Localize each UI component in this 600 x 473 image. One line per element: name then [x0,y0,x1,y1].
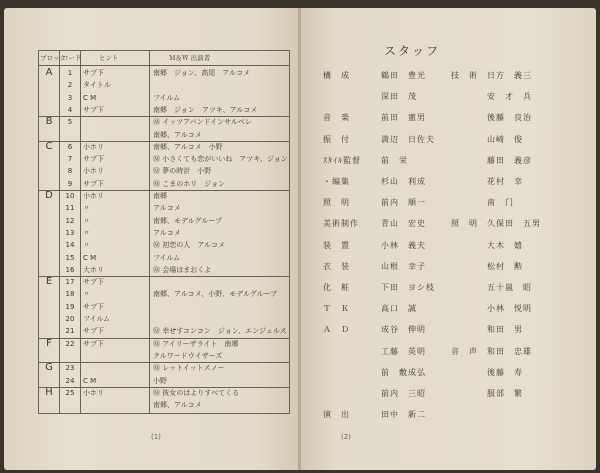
cell-mx: 小野 [153,376,167,385]
block-divider [39,338,289,339]
staff-name: 後藤 良治 [487,113,532,123]
cell-shot: サブ下 [83,179,104,188]
staff-name: 小林 悦明 [487,304,532,314]
cell-shot: 〃 [83,216,90,225]
staff-role: 装 置 [323,240,350,250]
staff-name: 松村 勲 [487,261,523,271]
staff-name: 藤田 義彦 [487,155,532,165]
cell-block: A [45,67,53,78]
cell-cut: 13 [65,228,75,237]
staff-name: 和田 忠雄 [487,346,532,356]
staff-name: 大木 嬉 [487,240,523,250]
cell-shot: 小ホリ [83,192,104,200]
block-divider [39,276,289,277]
cell-mx: Ⓜ 夢の時計 小野 [153,167,212,176]
cell-mx: Ⓜ イッツアバンドインサルベレ [153,118,252,127]
cell-shot: サブ下 [83,105,104,114]
cell-cut: 7 [67,155,73,164]
cell-mx: 南郷、アルコメ 小野 [153,142,223,151]
table-divider [149,51,150,413]
cell-cut: 23 [65,364,75,373]
cell-block: H [45,386,53,398]
cell-mx: 南郷、アルコメ [153,130,202,139]
cell-mx: アルコメ [153,228,181,237]
cell-mx: クルワードウイザーズ [153,351,223,360]
cell-block: G [45,362,53,374]
cell-shot: 小ホリ [83,388,104,397]
header-shot: ヒント [99,54,119,62]
block-divider [39,190,289,191]
cell-mx: 南郷 ジョン アツキ、アルコメ [153,105,258,114]
page-number: (2) [341,433,351,441]
cell-mx: Ⓜ アイリーザライト 南郷 [153,339,239,348]
cell-block: E [45,276,53,288]
staff-name: 前内 順一 [381,198,426,208]
table-divider [80,51,81,413]
cell-mx: 南郷、モデルグループ [153,216,222,225]
staff-role: 衣 装 [323,261,350,271]
cell-shot: 小ホリ [83,142,104,151]
staff-name: 深田 茂 [381,92,417,102]
staff-name: 花村 幸 [487,177,523,186]
staff-role: 演 出 [323,410,350,420]
staff-name: 満辺 日佐夫 [381,134,435,144]
staff-title: スタッフ [384,44,441,58]
staff-role: 振 付 [323,134,350,144]
cell-cut: 17 [65,278,75,287]
staff-name: 小林 義夫 [381,240,426,250]
cell-mx: Ⓜ 幸せすコンコン ジョン、エンジェルス [153,327,287,336]
staff-name: 久保田 五男 [487,219,541,229]
staff-name: 下田 ヨシ枝 [381,283,435,292]
left-page [4,8,300,470]
cell-cut: 14 [65,241,75,250]
header-mx: Ｍ＆Ｗ 出演者 [169,54,211,62]
cell-block: F [46,337,52,349]
staff-name: 山根 幸子 [381,261,426,271]
cell-mx: Ⓜ 彼女のはよりすべてくる [153,388,240,397]
staff-role: 技 術 [451,71,478,80]
cell-cut: 5 [67,118,73,127]
cell-shot: サブ下 [83,339,104,348]
staff-role: ｽﾀｲﾙ監督 [323,155,361,165]
staff-name: 鶴田 豊光 [381,71,426,80]
cell-cut: 12 [65,216,75,225]
cell-cut: 20 [65,315,75,323]
page-number: (1) [151,433,161,441]
cell-mx: Ⓜ こまのホリ ジョン [153,179,226,188]
cell-cut: 15 [65,253,75,262]
cell-mx: フイルム [153,93,181,102]
staff-role: Ａ Ｄ [323,325,350,335]
cell-shot: C M [83,376,97,385]
cell-cut: 21 [65,327,75,336]
staff-role: 音 楽 [323,113,350,123]
staff-role: 美術制作 [323,219,359,229]
cell-shot: 〃 [83,204,90,213]
cell-cut: 24 [65,376,75,385]
staff-role: 照 明 [323,198,350,208]
cell-cut: 9 [67,179,73,188]
cell-cut: 4 [67,105,73,114]
cell-shot: サブ下 [83,278,104,287]
cell-mx: Ⓜ 初恋の人 アルコメ [153,241,225,250]
staff-name: 日方 義三 [487,71,532,80]
cell-mx: 南郷、アルコメ [153,401,202,410]
staff-name: 成谷 伸明 [381,325,426,335]
cell-cut: 16 [65,265,75,274]
cell-cut: 11 [65,204,75,213]
cell-cut: 1 [67,69,73,77]
right-page [301,8,596,470]
staff-role: Ｔ Ｋ [323,304,350,314]
cell-mx: Ⓜ 小さくても恋がいいね アツキ、ジョン [153,155,288,164]
staff-name: 五十嵐 昭 [487,283,532,292]
staff-name: 山崎 俊 [487,134,523,144]
cell-cut: 22 [65,339,75,348]
cell-cut: 25 [65,388,75,397]
cell-cut: 8 [67,167,73,176]
block-divider [39,141,289,142]
staff-role: 照 明 [451,219,478,229]
cue-sheet-table [38,50,290,414]
cell-shot: 〃 [83,290,90,299]
cell-shot: 小ホリ [83,167,104,176]
staff-name: 前田 憲男 [381,113,426,123]
staff-name: 前 敷成弘 [381,367,426,377]
staff-name: 和田 男 [487,325,523,335]
staff-name: 前 栄 [381,155,408,165]
staff-role: 構 成 [323,71,350,80]
staff-role: 化 粧 [323,283,350,292]
cell-mx: 南郷 ジョン、高尾 アルコメ [153,69,251,77]
staff-name: 南 门 [487,198,514,208]
cell-cut: 19 [65,302,75,311]
cell-shot: サブ下 [83,155,104,164]
header-cut: コード [62,54,82,62]
cell-block: B [45,116,53,128]
cell-shot: サブ下 [83,302,104,311]
cell-shot: タイトル [83,81,111,90]
cell-shot: サブ下 [83,327,104,336]
cell-shot: サブ下 [83,69,104,77]
block-divider [39,387,289,388]
staff-role: ・編集 [323,177,350,186]
cell-mx: 南郷 [153,192,167,200]
cell-mx: アルコメ [153,204,181,213]
staff-name: 青山 宏史 [381,219,426,229]
staff-name: 前内 三昭 [381,389,426,398]
cell-block: C [45,140,53,152]
staff-name: 後藤 寿 [487,367,523,377]
staff-name: 安 才 兵 [487,92,532,102]
cell-mx: Ⓜ 会場はまおくよ [153,265,212,274]
table-divider [39,65,289,66]
header-block: ブロック [40,54,66,62]
cell-mx: 南郷、アルコメ、小野、モデルグループ [153,290,278,299]
staff-name: 服部 繁 [487,389,523,398]
cell-shot: 大ホリ [83,265,104,274]
cell-cut: 10 [65,192,75,200]
cell-block: D [45,190,53,201]
cell-cut: 18 [65,290,75,299]
staff-name: 工藤 英明 [381,346,426,356]
staff-name: 杉山 利成 [381,177,426,186]
cell-cut: 3 [67,93,73,102]
cell-cut: 6 [67,142,73,151]
cell-mx: Ⓜ レットイットスノー [153,364,225,373]
cell-cut: 2 [67,81,73,90]
cell-shot: C M [83,253,97,262]
cell-shot: 〃 [83,228,90,237]
cell-shot: C M [83,93,97,102]
cell-shot: フイルム [83,315,111,323]
staff-name: 田中 新二 [381,410,426,420]
staff-role: 音 声 [451,346,478,356]
cell-shot: 〃 [83,241,90,250]
cell-mx: フイルム [153,253,181,262]
staff-name: 高口 誠 [381,304,417,314]
